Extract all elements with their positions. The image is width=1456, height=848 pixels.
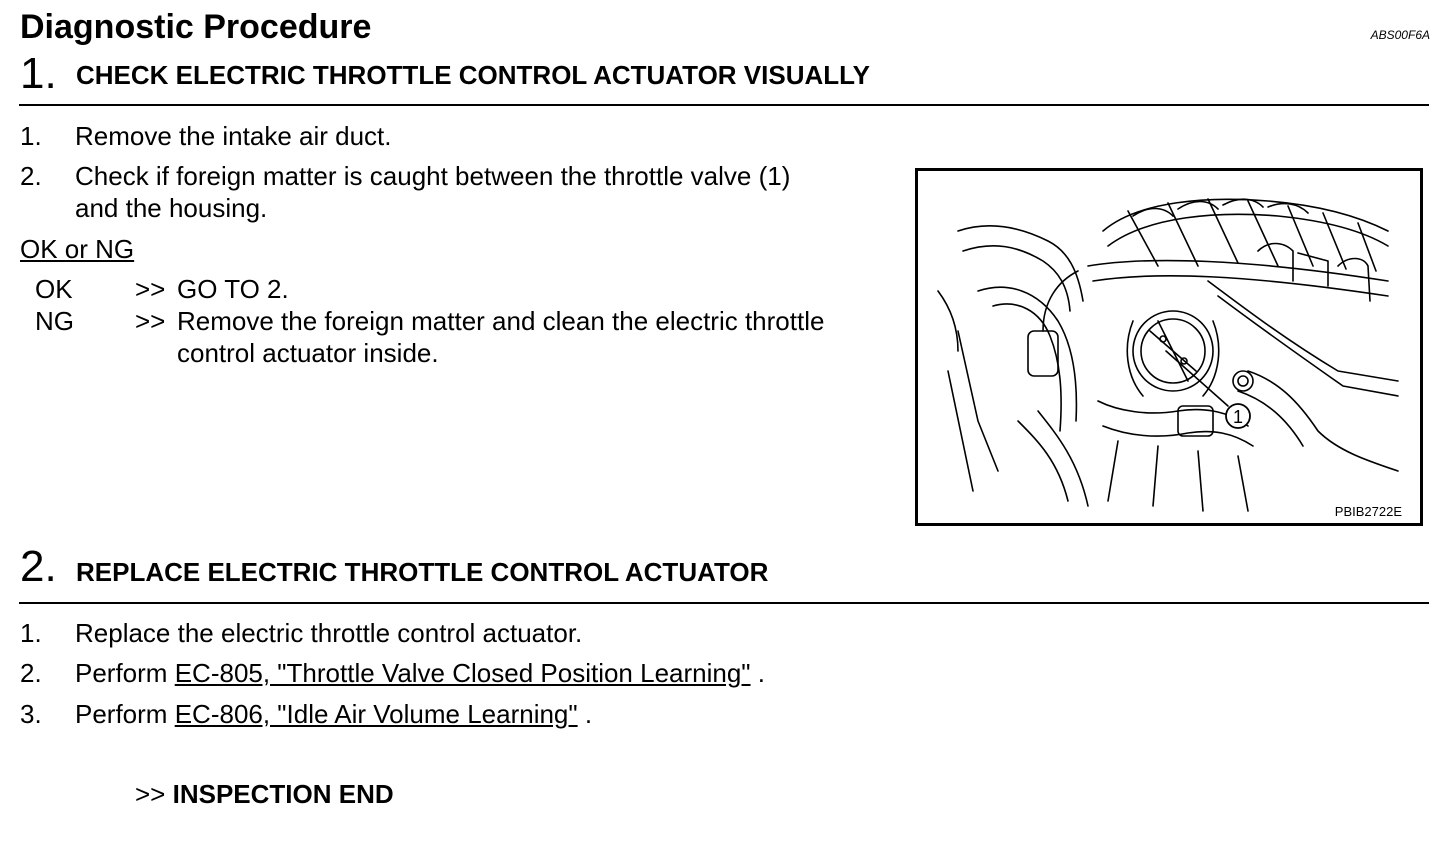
item-number: 1. (20, 121, 42, 151)
callout-number: 1 (1232, 407, 1244, 427)
item-text (75, 699, 592, 730)
step-2-number: 2. (20, 542, 57, 591)
result-ng (0, 306, 900, 370)
result-ng-label: NG (35, 306, 74, 336)
throttle-body-illustration (915, 168, 1423, 526)
item-number: 2. (20, 658, 42, 688)
page-title: Diagnostic Procedure (20, 8, 372, 46)
item-text-line2: and the housing. (75, 193, 268, 223)
item-number: 3. (20, 699, 42, 729)
step-2-heading: REPLACE ELECTRIC THROTTLE CONTROL ACTUATOR (76, 557, 769, 587)
end-text: INSPECTION END (172, 779, 394, 809)
step-1-heading: CHECK ELECTRIC THROTTLE CONTROL ACTUATOR VISUALLY (76, 60, 870, 90)
step-1-item-1 (0, 121, 900, 153)
item-number: 2. (20, 161, 42, 191)
step-2-divider (19, 602, 1429, 604)
item-suffix: . (757, 658, 766, 688)
step-1-divider (19, 104, 1429, 106)
step-2-item-3 (0, 699, 1000, 731)
result-ng-text-line1: Remove the foreign matter and clean the electric throttle (177, 306, 825, 336)
item-number: 1. (20, 618, 42, 648)
result-ok-label: OK (35, 274, 73, 304)
item-suffix: . (584, 699, 593, 729)
throttle-valve-learning-link[interactable]: EC-805, "Throttle Valve Closed Position Learning" (174, 658, 751, 688)
step-2-item-1 (0, 618, 900, 650)
end-arrow: >> (135, 779, 166, 809)
document-code: ABS00F6A (1370, 28, 1430, 42)
inspection-end (135, 779, 394, 810)
engine-line-drawing (918, 171, 1420, 523)
step-2-item-2 (0, 658, 1000, 690)
result-ok (0, 274, 900, 306)
step-1-number: 1. (20, 49, 57, 98)
figure-code: PBIB2722E (1334, 504, 1402, 519)
item-text: Remove the intake air duct. (75, 121, 392, 151)
result-ng-arrow: >> (135, 306, 166, 336)
result-ng-text-line2: control actuator inside. (177, 338, 439, 368)
result-label: OK or NG (20, 234, 135, 264)
item-text: Replace the electric throttle control actuator. (75, 618, 583, 648)
item-prefix: Perform (75, 699, 168, 729)
item-text (75, 658, 765, 689)
result-ok-text: GO TO 2. (177, 274, 289, 304)
step-1-item-2 (0, 161, 900, 231)
item-text-line1: Check if foreign matter is caught between the throttle valve (1) (75, 161, 791, 191)
idle-air-volume-learning-link[interactable]: EC-806, "Idle Air Volume Learning" (174, 699, 578, 729)
item-prefix: Perform (75, 658, 168, 688)
result-ok-arrow: >> (135, 274, 166, 304)
